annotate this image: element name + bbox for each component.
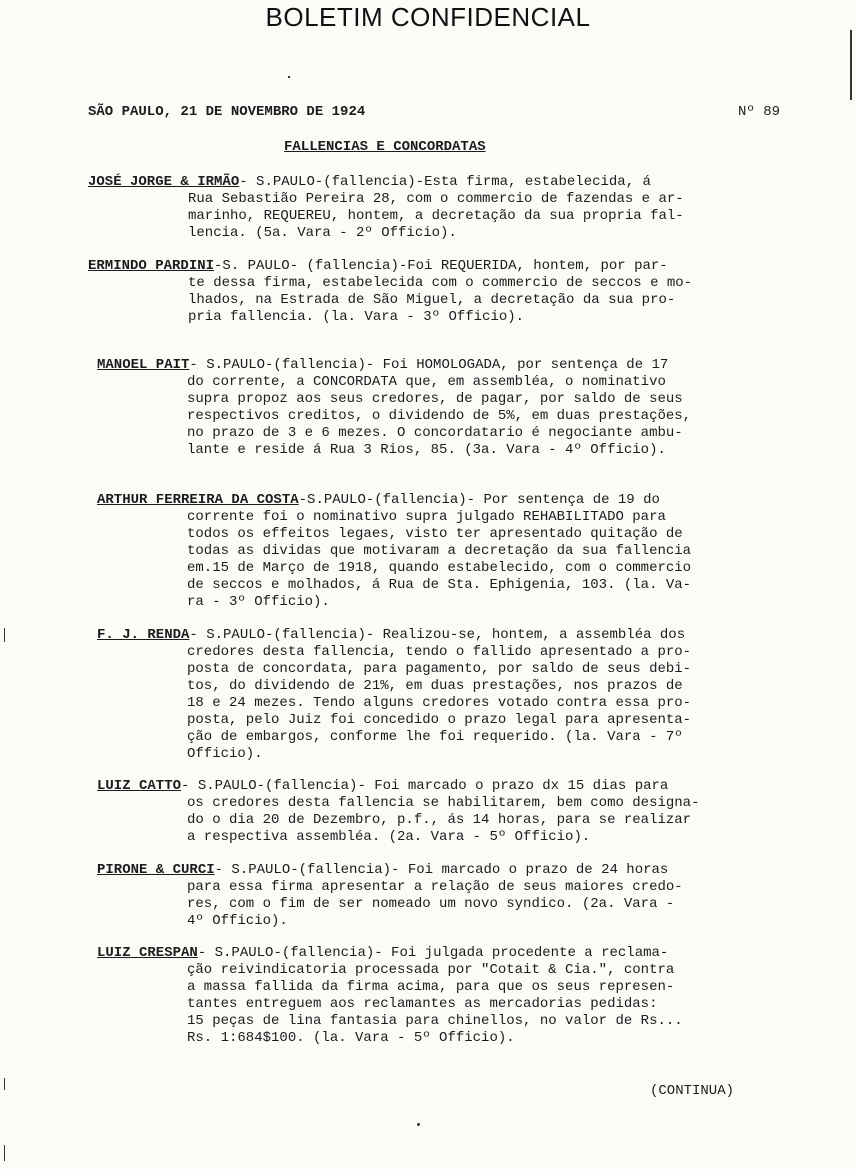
section-heading: FALLENCIAS E CONCORDATAS [284, 139, 486, 155]
entry-name: LUIZ CRESPAN [97, 945, 198, 961]
entry-luiz-crespan: LUIZ CRESPAN- S.PAULO-(fallencia)- Foi julgada procedente a reclama- ção reivindicatoria processada por "Cotait & Cia.", contra a massa fallida da firma acima, para que os seus represen- tantes entreguem aos reclamantes as mercadorias pedidas: 15 peças de lina fantasia para chinellos, no valor de Rs... Rs. 1:684$100. (la. Vara - 5º Officio). [97, 945, 683, 1046]
dateline: SÃO PAULO, 21 DE NOVEMBRO DE 1924 [88, 104, 366, 120]
entry-ermindo-pardini: ERMINDO PARDINI-S. PAULO- (fallencia)-Foi REQUERIDA, hontem, por par- te dessa firma, estabelecida com o commercio de seccos e mo- lhados, na Estrada de São Miguel, a decretação da sua pro- pria fallencia. (la. Vara - 3º Officio). [88, 258, 693, 325]
entry-manoel-pait: MANOEL PAIT- S.PAULO-(fallencia)- Foi HOMOLOGADA, por sentença de 17 do corrente, a CONCORDATA que, em assembléa, o nominativo supra propoz aos seus credores, de pagar, por saldo de seus respectivos creditos, o dividendo de 5%, em duas prestações, no prazo de 3 e 6 mezes. O concordatario é negociante ambu- lante e reside á Rua 3 Rios, 85. (3a. Vara - 4º Officio). [97, 357, 692, 458]
entry-luiz-catto: LUIZ CATTO- S.PAULO-(fallencia)- Foi marcado o prazo dx 15 dias para os credores desta fallencia se habilitarem, bem como designa- do o dia 20 de Dezembro, p.f., ás 14 horas, para se realizar a respectiva assembléa. (2a. Vara - 5º Officio). [97, 778, 700, 845]
entry-first-line: MANOEL PAIT- S.PAULO-(fallencia)- Foi HOMOLOGADA, por sentença de 17 [97, 357, 669, 373]
continua-note: (CONTINUA) [650, 1083, 735, 1099]
entry-first-line: ARTHUR FERREIRA DA COSTA-S.PAULO-(fallencia)- Por sentença de 19 do [97, 492, 660, 508]
scan-mark [4, 1145, 5, 1161]
scan-mark [4, 628, 5, 642]
entry-name: JOSÉ JORGE & IRMÃO [88, 174, 240, 190]
entry-name: ARTHUR FERREIRA DA COSTA [97, 492, 299, 508]
scan-mark [417, 1123, 420, 1126]
entry-first-line: LUIZ CATTO- S.PAULO-(fallencia)- Foi marcado o prazo dx 15 dias para [97, 778, 669, 794]
scan-mark [4, 1078, 5, 1090]
entry-name: F. J. RENDA [97, 627, 190, 643]
entry-name: PIRONE & CURCI [97, 862, 215, 878]
entry-first-line: ERMINDO PARDINI-S. PAULO- (fallencia)-Foi REQUERIDA, hontem, por par- [88, 258, 668, 274]
entry-arthur-ferreira: ARTHUR FERREIRA DA COSTA-S.PAULO-(fallencia)- Por sentença de 19 do corrente foi o nominativo supra julgado REHABILITADO para todos os effeitos legaes, visto ter apresentado quitação de todas as dividas que motivaram a decretação da sua fallencia em.15 de Março de 1918, quando estabelecido, com o commercio de seccos e molhados, á Rua de Sta. Ephigenia, 103. (la. Va- ra - 3º Officio). [97, 492, 692, 610]
entry-pirone-curci: PIRONE & CURCI- S.PAULO-(fallencia)- Foi marcado o prazo de 24 horas para essa firma apresentar a relação de seus maiores credo- res, com o fim de ser nomeado um novo syndico. (2a. Vara - 4º Officio). [97, 862, 683, 929]
entry-first-line: PIRONE & CURCI- S.PAULO-(fallencia)- Foi marcado o prazo de 24 horas [97, 862, 669, 878]
entry-jose-jorge: JOSÉ JORGE & IRMÃO- S.PAULO-(fallencia)-Esta firma, estabelecida, á Rua Sebastião Pereira 28, com o commercio de fazendas e ar- marinho, REQUEREU, hontem, a decretação da sua propria fal- lencia. (5a. Vara - 2º Officio). [88, 174, 684, 241]
entry-name: MANOEL PAIT [97, 357, 190, 373]
bulletin-title: BOLETIM CONFIDENCIAL [265, 2, 591, 32]
issue-number: Nº 89 [738, 104, 781, 120]
entry-name: LUIZ CATTO [97, 778, 182, 794]
entry-fj-renda: F. J. RENDA- S.PAULO-(fallencia)- Realizou-se, hontem, a assembléa dos credores desta fallencia, tendo o fallido apresentado a pro- posta de concordata, para pagamento, por saldo de seus debi- tos, do dividendo de 21%, em duas prestações, nos prazos de 18 e 24 mezes. Tendo alguns credores votado contra essa pro- posta, pelo Juiz foi concedido o prazo legal para apresenta- ção de embargos, conforme lhe foi requerido. (la. Vara - 7º Officio). [97, 627, 692, 762]
entry-first-line: JOSÉ JORGE & IRMÃO- S.PAULO-(fallencia)-Esta firma, estabelecida, á [88, 174, 651, 190]
scan-mark [850, 30, 852, 100]
entry-name: ERMINDO PARDINI [88, 258, 215, 274]
entry-first-line: F. J. RENDA- S.PAULO-(fallencia)- Realizou-se, hontem, a assembléa dos [97, 627, 686, 643]
entry-first-line: LUIZ CRESPAN- S.PAULO-(fallencia)- Foi julgada procedente a reclama- [97, 945, 669, 961]
scan-mark [288, 76, 290, 78]
